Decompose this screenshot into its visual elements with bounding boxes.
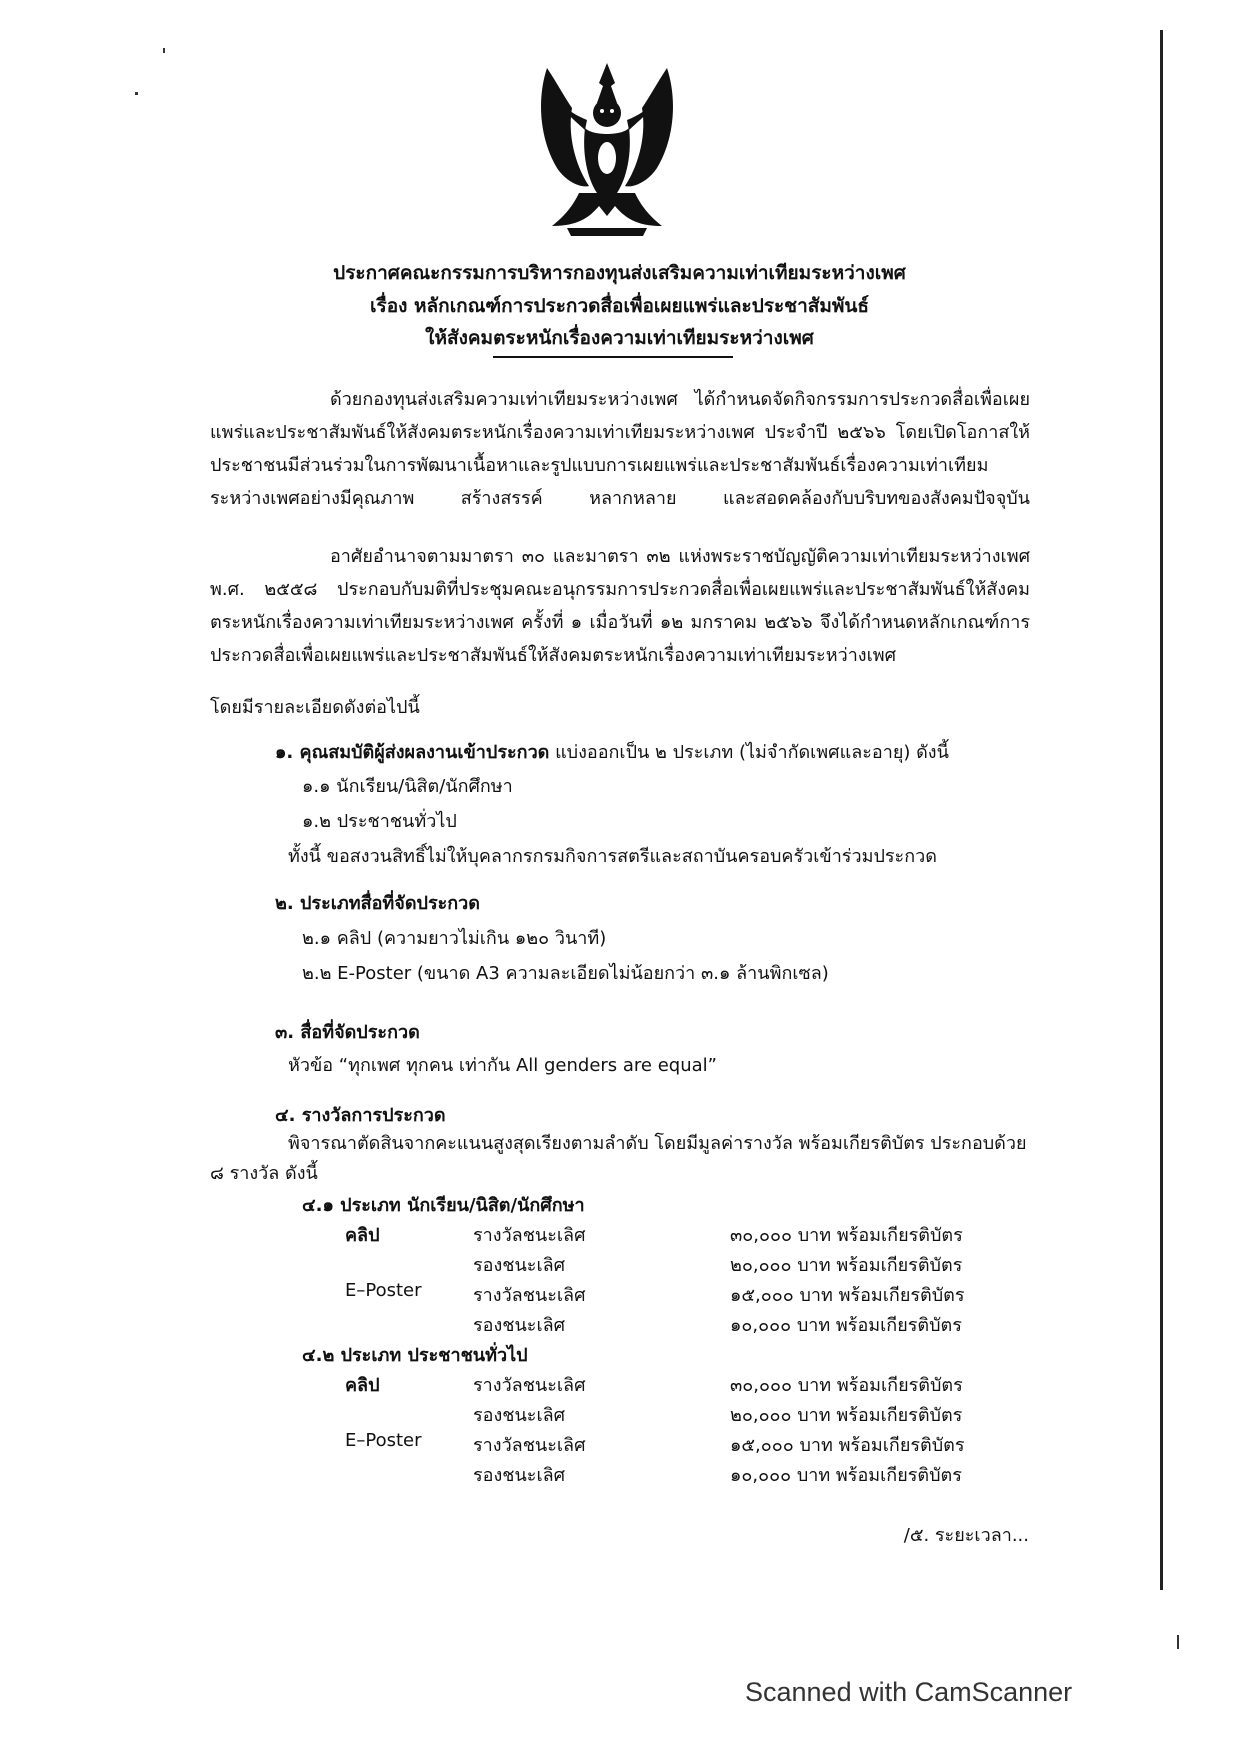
section-1-item-2: ๑.๒ ประชาชนทั่วไป (302, 811, 457, 832)
intro-paragraph-2: อาศัยอำนาจตามมาตรา ๓๐ และมาตรา ๓๒ แห่งพระราชบัญญัติความเท่าเทียมระหว่างเพศ พ.ศ. ๒๕๕๘ ประกอบกับมติที่ประชุมคณะอนุกรรมการประกวดสื่อเพื่อเผยแพร่และประชาสัมพันธ์ให้สังคมตระหนักเรื่องความเท่าเทียมระหว่างเพศ ครั้งที่ ๑ เมื่อวันที่ ๑๒ มกราคม ๒๕๖๖ จึงได้กำหนดหลักเกณฑ์การประกวดสื่อเพื่อเผยแพร่และประชาสัมพันธ์ให้สังคมตระหนักเรื่องความเท่าเทียมระหว่างเพศ (210, 546, 1030, 666)
intro-paragraph-1: ด้วยกองทุนส่งเสริมความเท่าเทียมระหว่างเพศ ได้กำหนดจัดกิจกรรมการประกวดสื่อเพื่อเผยแพร่และประชาสัมพันธ์ให้สังคมตระหนักเรื่องความเท่าเทียมระหว่างเพศ ประจำปี ๒๕๖๖ โดยเปิดโอกาสให้ประชาชนมีส่วนร่วมในการพัฒนาเนื้อหาและรูปแบบการเผยแพร่และประชาสัมพันธ์เรื่องความเท่าเทียมระหว่างเพศอย่างมีคุณภาพ สร้างสรรค์ หลากหลาย และสอดคล้องกับบริบทของสังคมปัจจุบัน (210, 389, 1030, 509)
prize-group-title: ๔.๒ ประเภท ประชาชนทั่วไป (302, 1345, 528, 1366)
prize-row: คลิป รางวัลชนะเลิศ ๓๐,๐๐๐ บาท พร้อมเกียรติบัตร (345, 1225, 963, 1246)
prize-group-title: ๔.๑ ประเภท นักเรียน/นิสิต/นักศึกษา (302, 1195, 585, 1216)
scan-speck (135, 92, 138, 95)
prize-row: รองชนะเลิศ ๒๐,๐๐๐ บาท พร้อมเกียรติบัตร (473, 1405, 963, 1426)
scan-speck (163, 48, 165, 53)
header-line-3: ให้สังคมตระหนักเรื่องความเท่าเทียมระหว่างเพศ (425, 327, 814, 349)
continuation-note: /๕. ระยะเวลา... (903, 1525, 1029, 1546)
section-4-description: พิจารณาตัดสินจากคะแนนสูงสุดเรียงตามลำดับ โดยมีมูลค่ารางวัล พร้อมเกียรติบัตร ประกอบด้วย (288, 1133, 1027, 1154)
header-line-1: ประกาศคณะกรรมการบริหารกองทุนส่งเสริมความเท่าเทียมระหว่างเพศ (333, 262, 906, 284)
section-4-heading: ๔. รางวัลการประกวด (275, 1105, 446, 1126)
prize-row: คลิป รางวัลชนะเลิศ ๓๐,๐๐๐ บาท พร้อมเกียรติบัตร (345, 1375, 963, 1396)
garuda-emblem (527, 58, 687, 238)
prize-row: รองชนะเลิศ ๑๐,๐๐๐ บาท พร้อมเกียรติบัตร (473, 1315, 962, 1336)
prize-row: รองชนะเลิศ ๑๐,๐๐๐ บาท พร้อมเกียรติบัตร (473, 1465, 962, 1486)
camscanner-watermark: Scanned with CamScanner (745, 1677, 1073, 1707)
header-line-2: เรื่อง หลักเกณฑ์การประกวดสื่อเพื่อเผยแพร่และประชาสัมพันธ์ (370, 295, 869, 317)
section-2-item-2: ๒.๒ E-Poster (ขนาด A3 ความละเอียดไม่น้อยกว่า ๓.๑ ล้านพิกเซล) (302, 963, 829, 984)
header-divider (493, 356, 733, 358)
intro-paragraph-2-last-line: โดยมีรายละเอียดดังต่อไปนี้ (210, 697, 420, 718)
prize-row: E–Poster รางวัลชนะเลิศ ๑๕,๐๐๐ บาท พร้อมเกียรติบัตร (345, 1280, 965, 1306)
section-2-item-1: ๒.๑ คลิป (ความยาวไม่เกิน ๑๒๐ วินาที) (302, 928, 607, 949)
prize-row: E–Poster รางวัลชนะเลิศ ๑๕,๐๐๐ บาท พร้อมเกียรติบัตร (345, 1430, 965, 1456)
section-1-heading: ๑. คุณสมบัติผู้ส่งผลงานเข้าประกวด แบ่งออกเป็น ๒ ประเภท (ไม่จำกัดเพศและอายุ) ดังนี้ (275, 742, 949, 763)
scan-speck (1177, 1635, 1179, 1649)
section-1-item-1: ๑.๑ นักเรียน/นิสิต/นักศึกษา (302, 776, 513, 797)
section-2-heading: ๒. ประเภทสื่อที่จัดประกวด (275, 893, 480, 914)
section-4-description-cont: ๘ รางวัล ดังนี้ (210, 1163, 318, 1184)
prize-row: รองชนะเลิศ ๒๐,๐๐๐ บาท พร้อมเกียรติบัตร (473, 1255, 963, 1276)
section-3-topic: หัวข้อ “ทุกเพศ ทุกคน เท่ากัน All genders are equal” (288, 1055, 717, 1076)
section-3-heading: ๓. สื่อที่จัดประกวด (275, 1022, 420, 1043)
section-1-note: ทั้งนี้ ขอสงวนสิทธิ์ไม่ให้บุคลากรกรมกิจการสตรีและสถาบันครอบครัวเข้าร่วมประกวด (288, 846, 937, 867)
